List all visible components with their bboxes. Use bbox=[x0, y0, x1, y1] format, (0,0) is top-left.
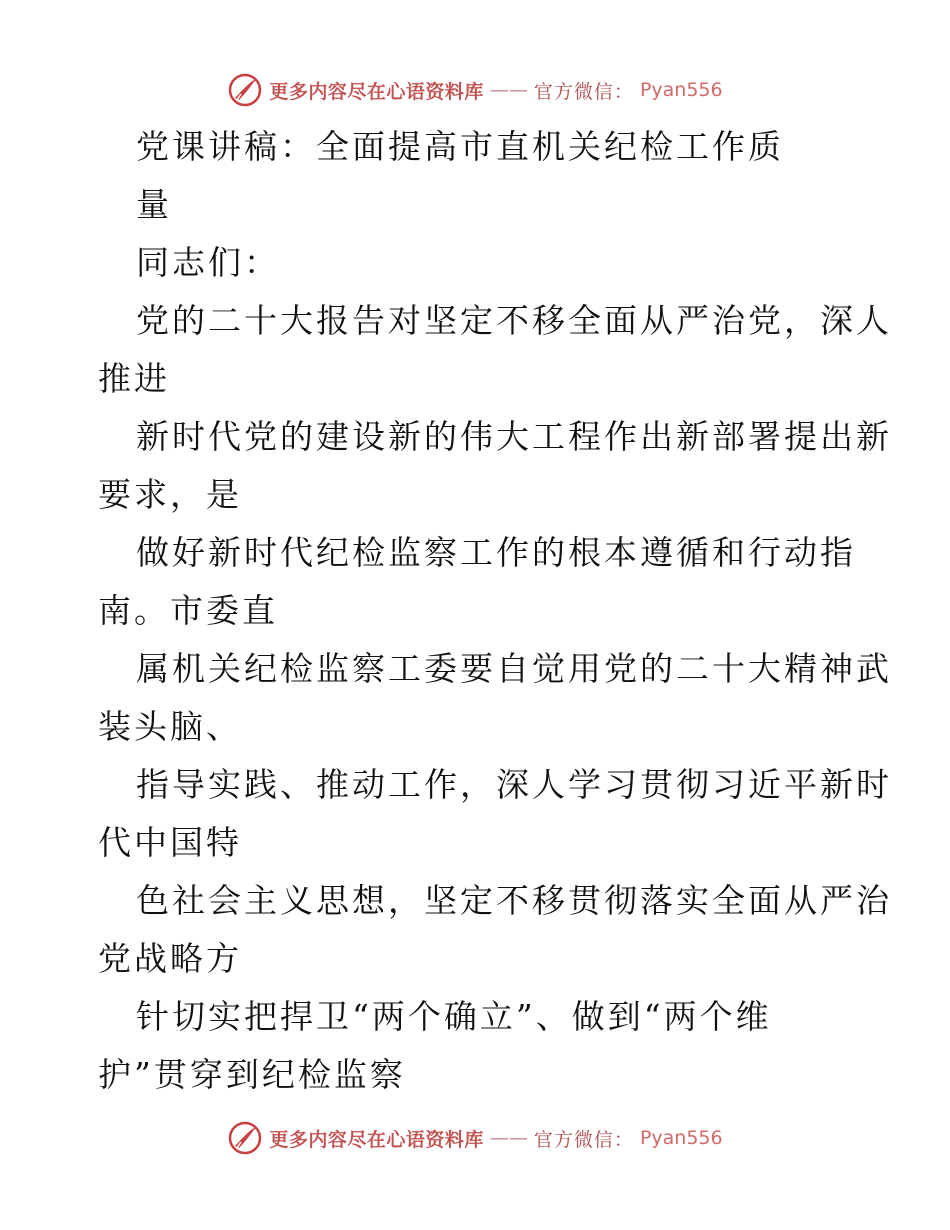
banner-brand-text: 更多内容尽在心语资料库 bbox=[269, 1128, 484, 1151]
body-line: 装头脑、 bbox=[98, 707, 242, 746]
body-line: 代中国特 bbox=[98, 823, 242, 862]
body-line: 党战略方 bbox=[98, 939, 242, 978]
footer-banner bbox=[0, 1118, 950, 1158]
banner-wechat-label: 官方微信： bbox=[533, 80, 634, 103]
banner-wechat-id: Pyan556 bbox=[639, 79, 723, 101]
document-title-line-2: 量 bbox=[136, 185, 172, 224]
banner-dash: —— bbox=[489, 79, 528, 101]
banner-dash: —— bbox=[489, 1127, 528, 1149]
body-line: 做好新时代纪检监察工作的根本遵循和行动指 bbox=[136, 533, 856, 572]
body-line: 护”贯穿到纪检监察 bbox=[98, 1055, 406, 1094]
quill-logo-icon bbox=[227, 72, 263, 108]
quill-logo-icon bbox=[227, 1120, 263, 1156]
banner-wechat-id: Pyan556 bbox=[639, 1127, 723, 1149]
body-line: 南。市委直 bbox=[98, 591, 278, 630]
body-line: 针切实把捍卫“两个确立”、做到“两个维 bbox=[136, 997, 772, 1036]
body-line: 色社会主义思想，坚定不移贯彻落实全面从严治 bbox=[136, 881, 892, 920]
banner-wechat-label: 官方微信： bbox=[533, 1128, 634, 1151]
body-line: 推进 bbox=[98, 359, 170, 398]
salutation: 同志们： bbox=[136, 243, 280, 282]
document-title-line-1: 党课讲稿：全面提高市直机关纪检工作质 bbox=[136, 127, 784, 166]
body-line: 新时代党的建设新的伟大工程作出新部署提出新 bbox=[136, 417, 892, 456]
body-line: 党的二十大报告对坚定不移全面从严治党，深人 bbox=[136, 301, 892, 340]
header-banner bbox=[0, 70, 950, 110]
body-line: 指导实践、推动工作，深人学习贯彻习近平新时 bbox=[136, 765, 892, 804]
banner-brand-text: 更多内容尽在心语资料库 bbox=[269, 80, 484, 103]
body-line: 要求，是 bbox=[98, 475, 242, 514]
body-line: 属机关纪检监察工委要自觉用党的二十大精神武 bbox=[136, 649, 892, 688]
